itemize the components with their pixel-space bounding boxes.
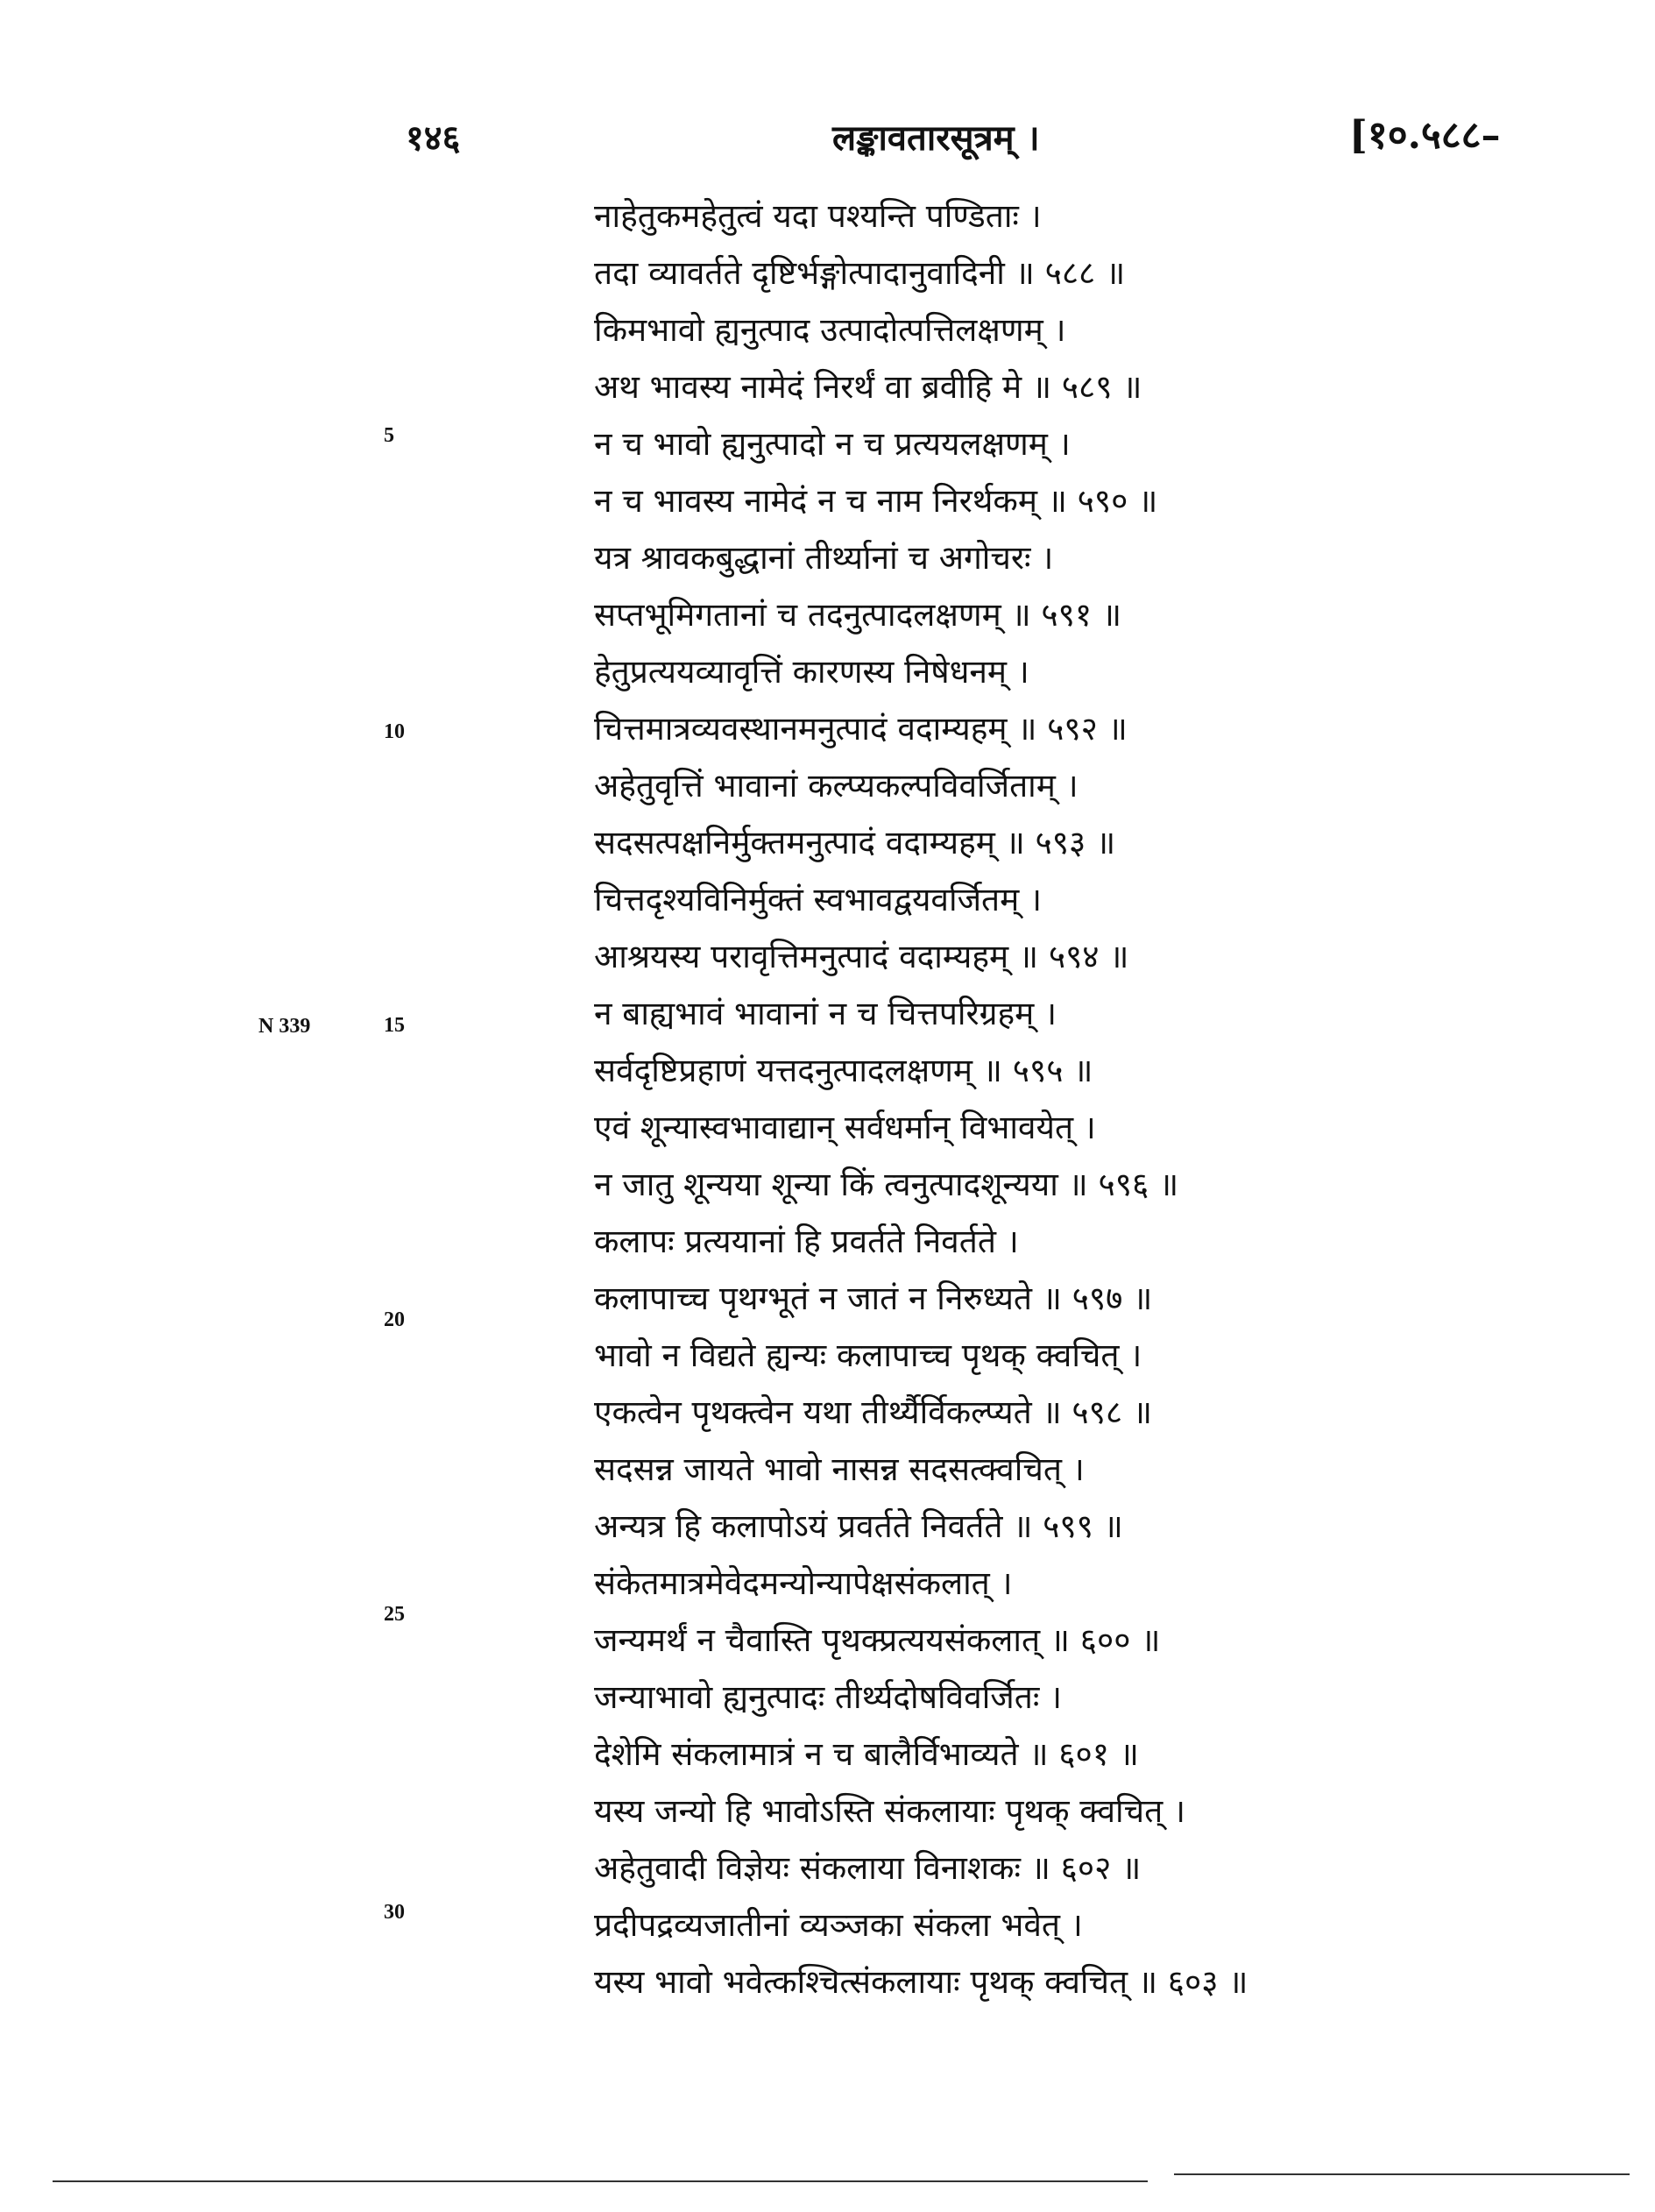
line-number-25: 25 — [384, 1603, 405, 1626]
verse-line: कलापः प्रत्ययानां हि प्रवर्तते निवर्तते । — [594, 1223, 1019, 1260]
verse-line: देशेमि संकलामात्रं न च बालैर्विभाव्यते ॥ ६०१ ॥ — [594, 1735, 1139, 1773]
verse-line: आश्रयस्य परावृत्तिमनुत्पादं वदाम्यहम् ॥ ५९४ ॥ — [594, 938, 1129, 975]
line-number-5: 5 — [384, 424, 394, 447]
line-number-30: 30 — [384, 1901, 405, 1924]
verse-line: सदसन्न जायते भावो नासन्न सदसत्क्वचित् । — [594, 1450, 1085, 1488]
verse-line: अहेतुवृत्तिं भावानां कल्प्यकल्पविवर्जिताम् । — [594, 767, 1079, 805]
verse-line: हेतुप्रत्ययव्यावृत्तिं कारणस्य निषेधनम् । — [594, 653, 1029, 691]
verse-line: न च भावो ह्यनुत्पादो न च प्रत्ययलक्षणम् । — [594, 425, 1071, 463]
verse-line: एवं शून्यास्वभावाद्यान् सर्वधर्मान् विभावयेत् । — [594, 1109, 1096, 1146]
verse-line: अथ भावस्य नामेदं निरर्थं वा ब्रवीहि मे ॥ ५८९ ॥ — [594, 368, 1142, 406]
verse-line: सप्तभूमिगतानां च तदनुत्पादलक्षणम् ॥ ५९१ ॥ — [594, 596, 1122, 634]
verse-line: चित्तदृश्यविनिर्मुक्तं स्वभावद्वयवर्जितम् । — [594, 881, 1043, 918]
verse-line: प्रदीपद्रव्यजातीनां व्यञ्जका संकला भवेत् । — [594, 1906, 1083, 1944]
verse-line: कलापाच्च पृथग्भूतं न जातं न निरुध्यते ॥ ५९७ ॥ — [594, 1280, 1153, 1317]
line-number-20: 20 — [384, 1308, 405, 1331]
verse-line: यस्य जन्यो हि भावोऽस्ति संकलायाः पृथक् क्वचित् । — [594, 1792, 1185, 1830]
bottom-rule-right — [1174, 2173, 1630, 2175]
verse-line: किमभावो ह्यनुत्पाद उत्पादोत्पत्तिलक्षणम् । — [594, 311, 1066, 349]
verse-line: यत्र श्रावकबुद्धानां तीर्थ्यानां च अगोचरः । — [594, 539, 1054, 577]
line-number-15: 15 — [384, 1014, 405, 1037]
verse-line: न बाह्यभावं भावानां न च चित्तपरिग्रहम् । — [594, 995, 1057, 1032]
verse-line: जन्याभावो ह्यनुत्पादः तीर्थ्यदोषविवर्जितः । — [594, 1678, 1063, 1716]
verse-block — [594, 188, 1602, 2010]
verse-line: नाहेतुकमहेतुत्वं यदा पश्यन्ति पण्डिताः । — [594, 197, 1042, 235]
verse-line: एकत्वेन पृथक्त्वेन यथा तीर्थ्यैर्विकल्प्यते ॥ ५९८ ॥ — [594, 1393, 1153, 1431]
verse-line: यस्य भावो भवेत्कश्चित्संकलायाः पृथक् क्वचित् ॥ ६०३ ॥ — [594, 1963, 1248, 2001]
verse-line: भावो न विद्यते ह्यन्यः कलापाच्च पृथक् क्वचित् । — [594, 1336, 1142, 1374]
margin-reference: N 339 — [258, 1015, 311, 1038]
line-number-10: 10 — [384, 720, 405, 743]
verse-line: अन्यत्र हि कलापोऽयं प्रवर्तते निवर्तते ॥ ५९९ ॥ — [594, 1507, 1123, 1545]
verse-line: सदसत्पक्षनिर्मुक्तमनुत्पादं वदाम्यहम् ॥ ५९३ ॥ — [594, 824, 1116, 861]
verse-line: सर्वदृष्टिप्रहाणं यत्तदनुत्पादलक्षणम् ॥ ५९५ ॥ — [594, 1052, 1093, 1089]
verse-line: न च भावस्य नामेदं न च नाम निरर्थकम् ॥ ५९० ॥ — [594, 482, 1158, 520]
running-title: लङ्कावतारसूत्रम् । — [832, 117, 1040, 159]
section-reference: [१०.५८८– — [1349, 113, 1501, 158]
verse-line: संकेतमात्रमेवेदमन्योन्यापेक्षसंकलात् । — [594, 1564, 1013, 1602]
verse-line: तदा व्यावर्तते दृष्टिर्भङ्गोत्पादानुवादिनी ॥ ५८८ ॥ — [594, 254, 1126, 292]
bottom-rule-left — [53, 2180, 1148, 2182]
verse-line: अहेतुवादी विज्ञेयः संकलाया विनाशकः ॥ ६०२ ॥ — [594, 1849, 1142, 1887]
verse-line: जन्यमर्थं न चैवास्ति पृथक्प्रत्ययसंकलात् ॥ ६०० ॥ — [594, 1621, 1161, 1659]
page-number: १४६ — [406, 117, 461, 159]
verse-line: न जातु शून्यया शून्या किं त्वनुत्पादशून्यया ॥ ५९६ ॥ — [594, 1166, 1179, 1203]
verse-line: चित्तमात्रव्यवस्थानमनुत्पादं वदाम्यहम् ॥ ५९२ ॥ — [594, 710, 1128, 748]
